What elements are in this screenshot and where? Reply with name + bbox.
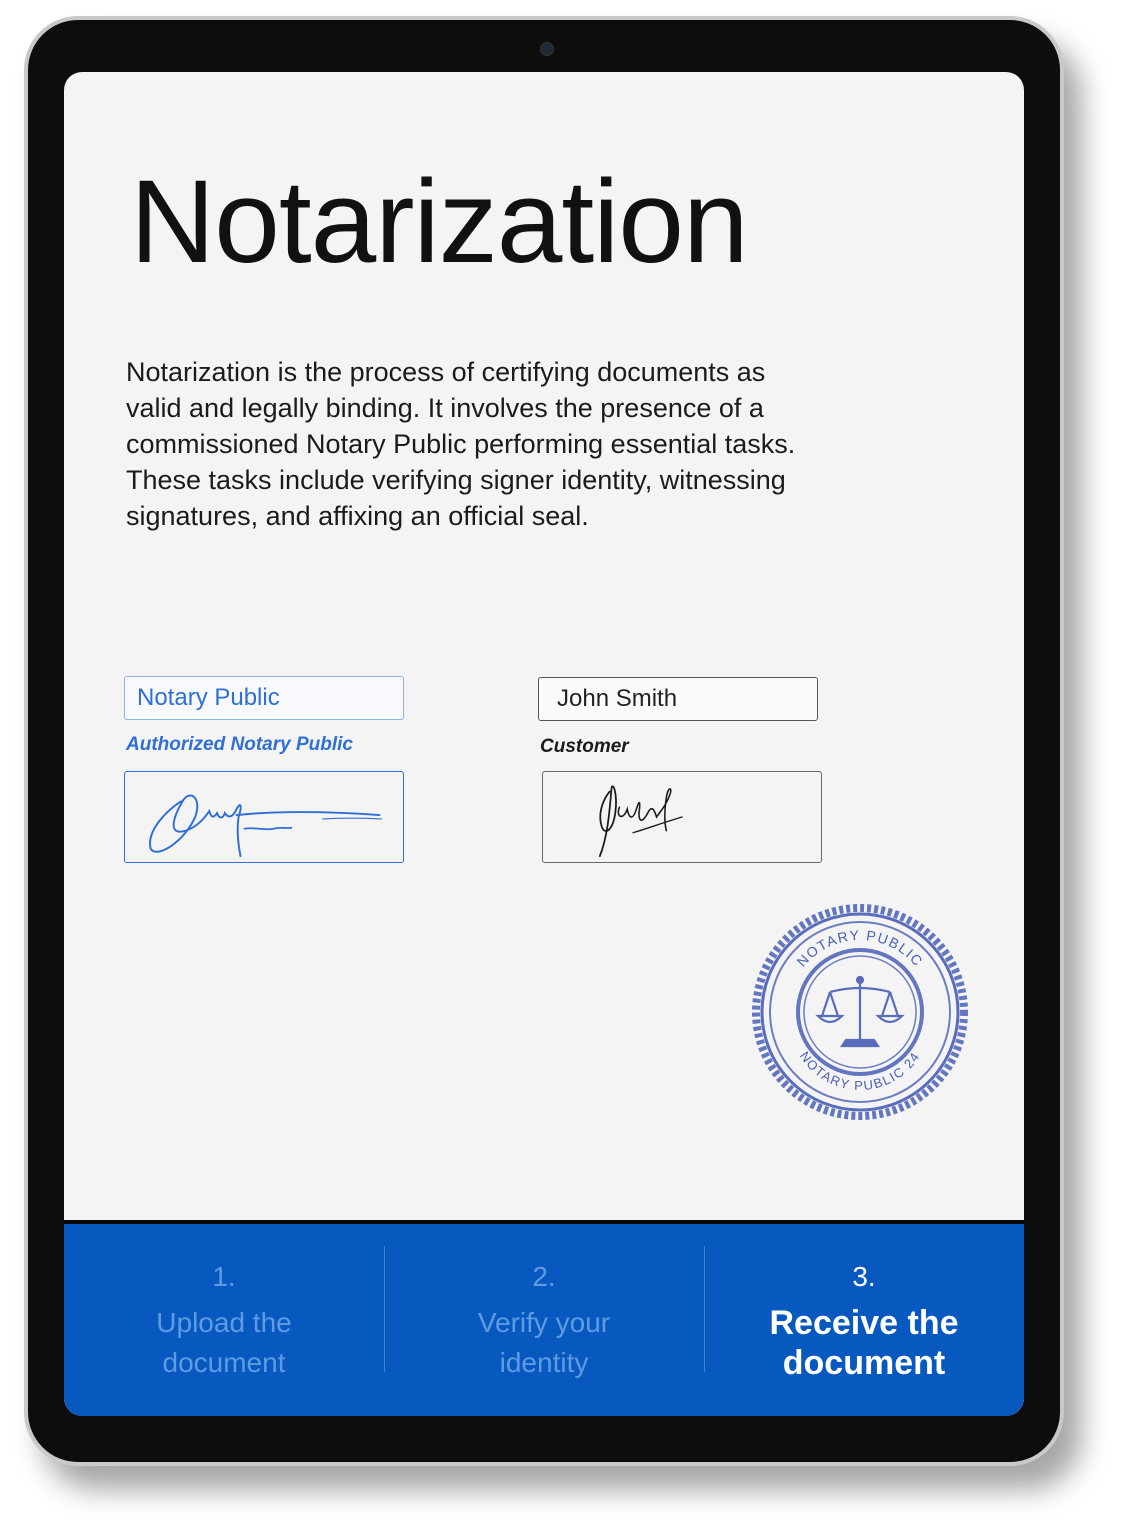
customer-name-field[interactable]: John Smith <box>538 677 818 721</box>
step-label: Verify your identity <box>477 1307 611 1378</box>
notary-seal <box>750 902 970 1122</box>
notary-name-field[interactable]: Notary Public <box>124 676 404 720</box>
step-receive[interactable] <box>704 1224 1024 1416</box>
step-number: 3. <box>852 1261 876 1292</box>
step-label: Receive the document <box>769 1304 959 1382</box>
notary-signature-icon <box>125 772 403 862</box>
page-description: Notarization is the process of certifying documents as valid and legally binding. It involves the presence of a commissioned Notary Public performing essential tasks. These tasks include verifying signer identity, witnessing signatures, and affixing an official seal. <box>126 357 796 531</box>
step-number: 1. <box>212 1261 236 1292</box>
tablet-frame <box>24 16 1064 1466</box>
customer-signature-icon <box>543 772 821 862</box>
tablet-screen <box>64 72 1024 1416</box>
customer-role-label: Customer <box>540 736 629 757</box>
camera-icon <box>540 42 554 56</box>
notary-role-label: Authorized Notary Public <box>126 734 353 755</box>
steps-bar <box>64 1220 1024 1416</box>
page-title: Notarization <box>130 156 748 288</box>
step-upload[interactable] <box>64 1224 384 1416</box>
step-verify[interactable] <box>384 1224 704 1416</box>
seal-top-text: NOTARY PUBLIC <box>793 926 927 970</box>
customer-signature-box[interactable] <box>542 771 822 863</box>
step-number: 2. <box>532 1261 556 1292</box>
seal-bottom-text: NOTARY PUBLIC 24 <box>796 1048 923 1094</box>
notary-signature-box[interactable] <box>124 771 404 863</box>
step-label: Upload the document <box>156 1307 292 1378</box>
